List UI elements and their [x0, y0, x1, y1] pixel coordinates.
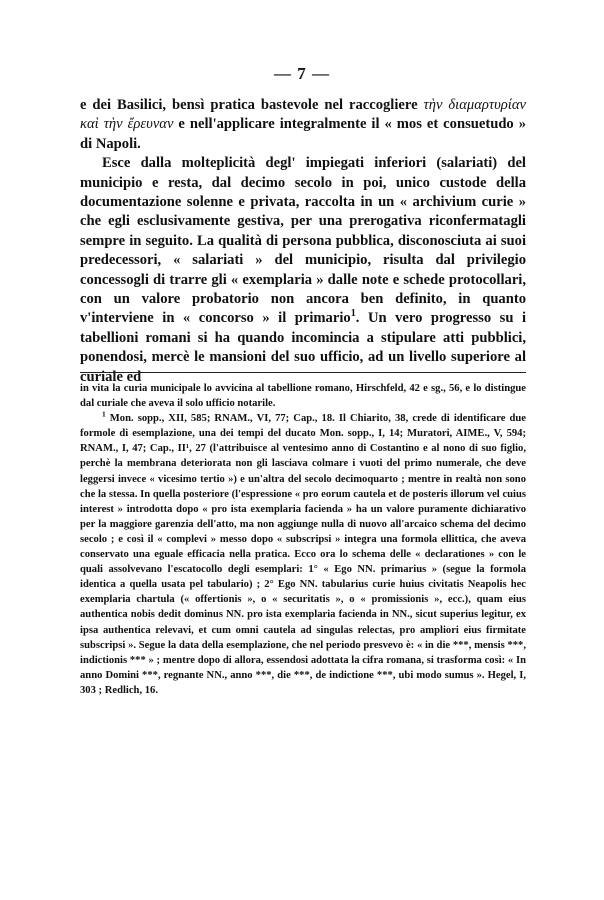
footnote-separator	[80, 372, 526, 373]
footnote-1-mark: 1	[102, 409, 106, 419]
paragraph-1	[80, 96, 526, 154]
main-text	[80, 96, 526, 387]
footnote-continuation: in vita la curia municipale lo avvicina al tabellione romano, Hirschfeld, 42 e sg., 56, e lo distingue dal curiale che aveva il solo ufficio notarile.	[80, 383, 526, 410]
paragraph-2	[80, 154, 526, 387]
page-number: — 7 —	[274, 64, 330, 83]
footnote-ref-1: 1	[350, 308, 356, 320]
paragraph-2-start: Esce dalla molteplicità degl' impiegati inferiori (salariati) del municipio e resta, dal decimo secolo in poi, unico custode della documentazione solenne e privata, raccolta in un « archivium curie » che egli esclusivamente gestiva, per una prerogativa riconfermatagli sempre in seguito. La qualità di persona pubblica, disconosciuta ai suoi predecessori, « salariati » del municipio, risulta dal privilegio concessogli di trarre gli « exemplaria » dalle note e schede protocollari, con un valore probatorio non ancora ben definito, in quanto v'interviene in « concorso » il primario	[80, 155, 526, 327]
paragraph-2-end: . Un vero progresso su i tabellioni romani si ha quando incomincia a stipulare atti pubblici, ponendosi, mercè le mansioni del suo ufficio, ad un livello superiore al curiale ed	[80, 310, 527, 385]
greek-phrase: τὴν διαμαρτυρίαν καὶ τὴν ἔρευναν	[80, 97, 527, 133]
paragraph-1-start: e dei Basilici, bensì pratica bastevole nel raccogliere	[80, 97, 424, 113]
footnotes	[80, 381, 526, 698]
footnote-1	[80, 411, 526, 698]
paragraph-1-end: e nell'applicare integralmente il « mos et consuetudo » di Napoli.	[80, 116, 527, 152]
footnote-1-text: Mon. sopp., XII, 585; RNAM., VI, 77; Cap., 18. Il Chiarito, 38, crede di identificare due formole di esemplazione, una dei tempi del ducato Mon. sopp., I, 14; Muratori, AIME., V, 594; RNAM., I, 47; Cap., II¹, 27 (l'attribuisce al ventesimo anno di Costantino e al nono di suo figlio, perchè la membrana deteriorata non gli lasciava colmare i vuoti del primo numerale, che deve leggersi invece « vicesimo tertio ») e un'altra del secolo decimoquarto ; mentre in realtà non sono che la stessa. In quella posteriore (l'espressione « pro eorum cautela et de posteris illorum vel cuius interest » introdotta dopo « pro ista exemplaria facienda » ha un valore puramente dichiarativo per la maggiore garenzia dell'atto, ma non aggiunge nulla di nuovo all'arcaico schema del decimo secolo ; e così il « complevi » messo dopo « subscripsi » integra una formola ellittica, che aveva conservato una eguale efficacia nella pratica. Ecco ora lo schema delle « declarationes » con le quali assolvevano l'escatocollo degli esemplari: 1° « Ego NN. primarius » (segue la formola identica a quella usata pel tabulario) ; 2° Ego NN. tabularius curie huius civitatis Neapolis hec exemplaria chartula (« offertionis », o « securitatis », o « promissionis », ecc.), quam eius authentica nobis dedit dominus NN. pro ista exemplaria facienda in NN., sicut superius legitur, ex ipsa authentica relevavi, et cum omni cautela ad singulas relectas, pro ampliori eius firmitate subscripsi ». Segue la data della esemplazione, che nel periodo presvevo è: « in die ***, mensis ***, indictionis *** » ; mentre dopo di allora, essendosi adottata la cifra romana, si trasforma così: « In anno Domini ***, regnante NN., anno ***, die ***, de indictione ***, ubi modo sumus ». Hegel, I, 303 ; Redlich, 16.	[80, 413, 526, 696]
